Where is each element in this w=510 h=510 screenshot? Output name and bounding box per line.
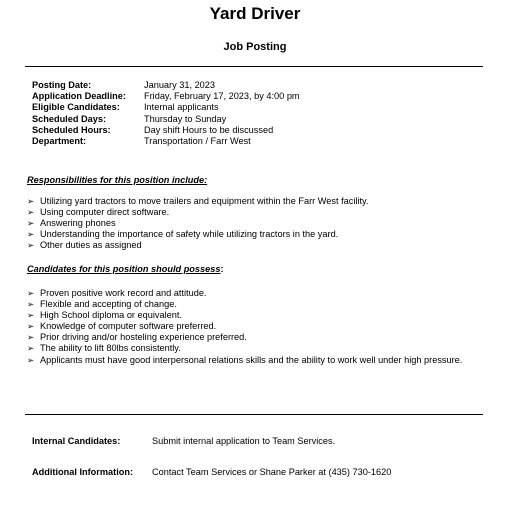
arrow-bullet-icon: ➢: [27, 207, 35, 218]
list-item: [27, 240, 482, 251]
list-item-text: Other duties as assigned: [40, 240, 142, 251]
qualifications-heading-text: Candidates for this position should possess: [27, 264, 221, 274]
list-item: [27, 196, 482, 207]
qualifications-heading: [27, 264, 224, 274]
list-item: [27, 332, 482, 343]
list-item: [27, 321, 482, 332]
detail-value: Internal applicants: [144, 102, 219, 113]
detail-value: Thursday to Sunday: [144, 113, 227, 124]
detail-row-application-deadline: [32, 91, 300, 102]
arrow-bullet-icon: ➢: [27, 218, 35, 229]
detail-row-eligible-candidates: [32, 102, 300, 113]
footer-internal-candidates: [32, 436, 335, 446]
responsibilities-heading: [27, 175, 207, 185]
posting-details: [32, 80, 300, 147]
arrow-bullet-icon: ➢: [27, 332, 35, 343]
detail-value: Day shift Hours to be discussed: [144, 124, 274, 135]
arrow-bullet-icon: ➢: [27, 354, 35, 365]
list-item-text: Prior driving and/or hosteling experience preferred.: [40, 332, 247, 343]
detail-value: January 31, 2023: [144, 80, 216, 90]
detail-row-department: [32, 136, 300, 147]
top-divider: [25, 66, 483, 67]
footer-label: Internal Candidates:: [32, 436, 121, 446]
arrow-bullet-icon: ➢: [27, 310, 35, 321]
list-item-text: Answering phones: [40, 218, 116, 229]
responsibilities-heading-text: Responsibilities for this position include:: [27, 175, 208, 185]
arrow-bullet-icon: ➢: [27, 240, 35, 251]
list-item-text: Using computer direct software.: [40, 207, 170, 218]
list-item-text: Utilizing yard tractors to move trailers and equipment within the Farr West facility.: [40, 196, 369, 206]
list-item: [27, 288, 482, 299]
footer-value: Contact Team Services or Shane Parker at (435) 730-1620: [152, 467, 392, 477]
detail-row-scheduled-days: [32, 114, 300, 125]
list-item-text: Knowledge of computer software preferred.: [40, 321, 217, 332]
arrow-bullet-icon: ➢: [27, 196, 35, 206]
list-item: [27, 299, 482, 310]
detail-label: Scheduled Days:: [32, 113, 107, 124]
responsibilities-list: [27, 196, 482, 251]
detail-row-posting-date: [32, 80, 300, 91]
footer-additional-information: [32, 467, 391, 477]
document-title: Yard Driver: [209, 4, 301, 23]
list-item-text: Understanding the importance of safety while utilizing tractors in the yard.: [40, 229, 339, 240]
arrow-bullet-icon: ➢: [27, 229, 35, 240]
detail-value: Transportation / Farr West: [144, 136, 251, 147]
list-item: [27, 218, 482, 229]
arrow-bullet-icon: ➢: [27, 299, 35, 310]
detail-label: Posting Date:: [32, 80, 92, 90]
list-item-text: Flexible and accepting of change.: [40, 299, 177, 310]
list-item: [27, 229, 482, 240]
detail-label: Scheduled Hours:: [32, 124, 111, 135]
arrow-bullet-icon: ➢: [27, 288, 35, 298]
footer-value: Submit internal application to Team Services.: [152, 436, 336, 446]
document-subtitle: Job Posting: [223, 41, 287, 53]
bottom-divider: [25, 414, 483, 415]
list-item: [27, 343, 482, 354]
list-item-text: The ability to lift 80lbs consistently.: [40, 343, 181, 354]
detail-row-scheduled-hours: [32, 125, 300, 136]
qualifications-list: [27, 288, 482, 366]
list-item-text: High School diploma or equivalent.: [40, 310, 182, 321]
list-item: [27, 207, 482, 218]
detail-label: Eligible Candidates:: [32, 102, 120, 113]
list-item-text: Proven positive work record and attitude.: [40, 288, 207, 298]
qualifications-heading-colon: :: [220, 264, 224, 274]
detail-label: Application Deadline:: [32, 91, 126, 102]
detail-label: Department:: [32, 136, 87, 147]
list-item-text: Applicants must have good interpersonal relations skills and the ability to work well under high pressure.: [40, 354, 463, 365]
list-item: [27, 355, 482, 366]
arrow-bullet-icon: ➢: [27, 321, 35, 332]
detail-value: Friday, February 17, 2023, by 4:00 pm: [144, 91, 300, 102]
list-item: [27, 310, 482, 321]
arrow-bullet-icon: ➢: [27, 343, 35, 354]
footer-label: Additional Information:: [32, 467, 134, 477]
